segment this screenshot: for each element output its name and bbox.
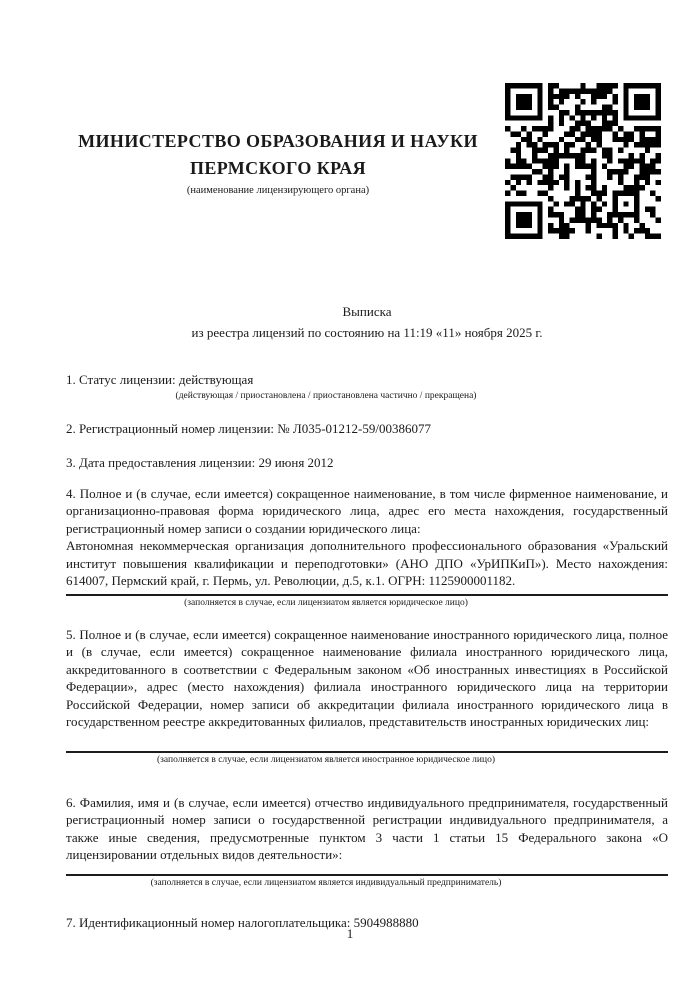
license-grant-date: 3. Дата предоставления лицензии: 29 июня 2012 xyxy=(66,455,334,470)
license-status: 1. Статус лицензии: действующая xyxy=(66,372,254,387)
license-registration-number: 2. Регистрационный номер лицензии: № Л035-01212-59/00386077 xyxy=(66,420,432,436)
document-title xyxy=(66,301,668,343)
legal-entity-section-label: 4. Полное и (в случае, если имеется) сокращенное наименование, в том числе фирменное наименование, и организационно-правовая форма юридического лица, адрес его места нахождения, государственный регистрационный номер записи о создании юридического лица: xyxy=(66,485,668,536)
ministry-name-line2: ПЕРМСКОГО КРАЯ xyxy=(189,158,367,178)
ministry-name-line1: МИНИСТЕРСТВО ОБРАЗОВАНИЯ И НАУКИ xyxy=(78,131,478,151)
document-title-line2: из реестра лицензий по состоянию на 11:19 «11» ноября 2025 г. xyxy=(191,325,543,340)
ministry-name-caption: (наименование лицензирующего органа) xyxy=(186,185,370,196)
document-body xyxy=(66,301,668,931)
foreign-entity-section: 5. Полное и (в случае, если имеется) сокращенное наименование иностранного юридического лица, полное и (в случае, если имеется) сокращенное наименование филиала иностранного юридического лица, аккредитованного в соответствии с Федеральным законом «Об иностранных инвестициях в Российской Федерации», адрес (место нахождения) филиала иностранного юридического лица на территории Российской Федерации, номер записи об аккредитации филиала иностранного юридического лица в государственном реестре аккредитованных филиалов, представительств иностранных юридических лиц: xyxy=(66,626,668,729)
individual-entrepreneur-section: 6. Фамилия, имя и (в случае, если имеется) отчество индивидуального предпринимателя, государственный регистрационный номер записи о государственной регистрации индивидуального предпринимателя, а также иные сведения, предусмотренные пунктом 3 части 1 статьи 15 Федерального закона «О лицензировании отдельных видов деятельности»: xyxy=(66,794,668,862)
document-title-line1: Выписка xyxy=(342,304,392,319)
legal-entity-section xyxy=(66,485,668,590)
individual-entrepreneur-caption: (заполняется в случае, если лицензиатом является индивидуальный предприниматель) xyxy=(150,877,502,888)
page-number: 1 xyxy=(346,926,354,941)
legal-entity-caption: (заполняется в случае, если лицензиатом является юридическое лицо) xyxy=(184,597,468,608)
taxpayer-id: 7. Идентификационный номер налогоплательщика: 5904988880 xyxy=(66,914,419,930)
foreign-entity-caption: (заполняется в случае, если лицензиатом является иностранное юридическое лицо) xyxy=(157,754,495,765)
ministry-name xyxy=(64,128,492,182)
qr-code xyxy=(505,83,661,239)
foreign-entity-blank-field xyxy=(66,731,668,748)
issuing-authority-header xyxy=(64,128,492,198)
legal-entity-value: Автономная некоммерческая организация дополнительного профессионального образования «Уральский институт повышения квалификации и переподготовки» (АНО ДПО «УрИПКиП»). Место нахождения: 614007, Пермский край, г. Пермь, ул. Революции, д.5, к.1. ОГРН: 1125900001182. xyxy=(66,538,668,588)
license-status-options-caption: (действующая / приостановлена / приостановлена частично / прекращена) xyxy=(175,390,477,401)
